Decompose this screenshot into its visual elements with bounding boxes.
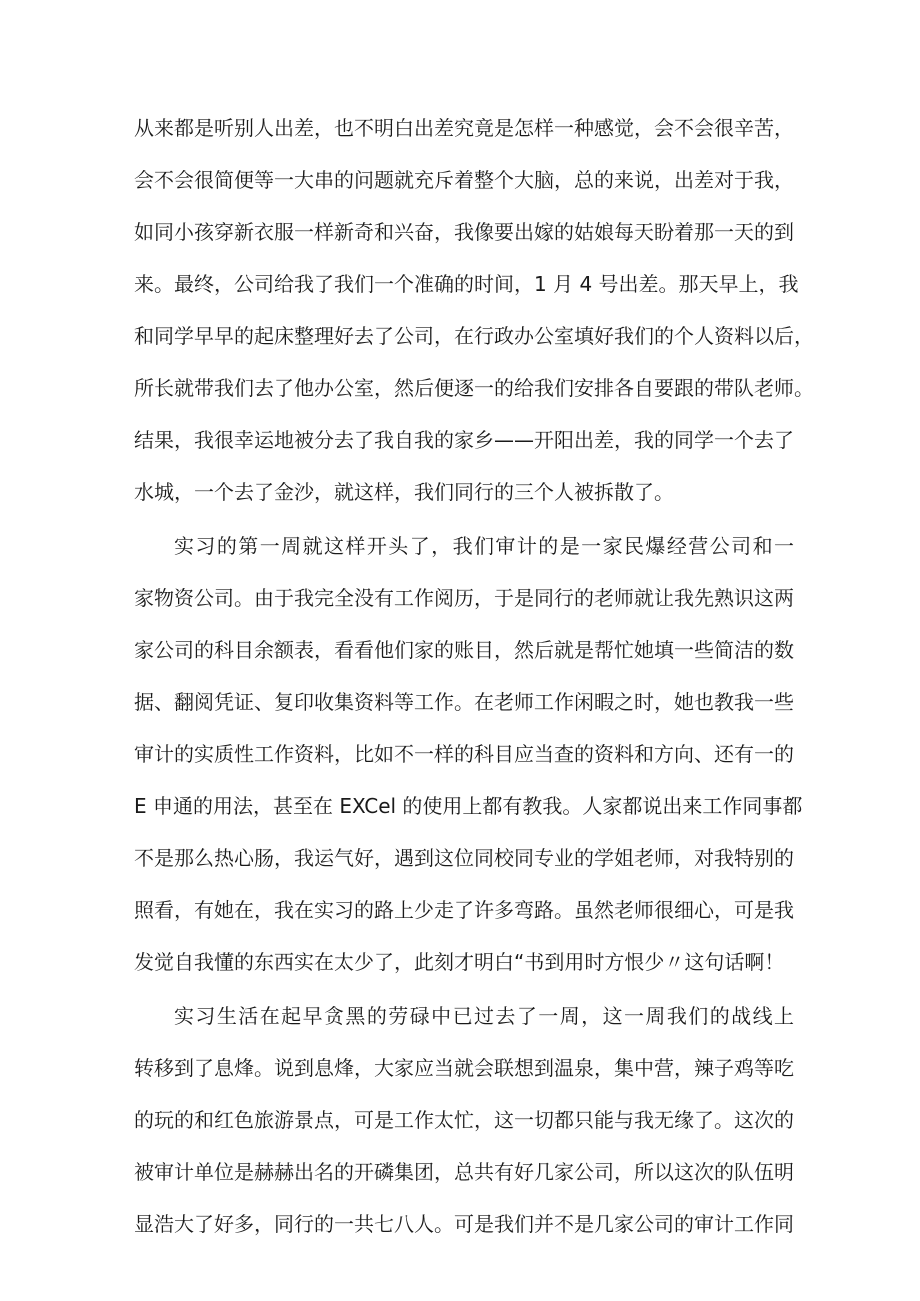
- paragraph-1-line-7: 结果，我很幸运地被分去了我自我的家乡——开阳出差，我的同学一个去了: [134, 428, 794, 452]
- paragraph-1-line-6: 所长就带我们去了他办公室，然后便逐一的给我们安排各自要跟的带队老师。: [134, 376, 814, 400]
- paragraph-1-line-1: 从来都是听别人出差，也不明白出差究竟是怎样一种感觉，会不会很辛苦，: [134, 116, 794, 140]
- paragraph-2-line-2: 家物资公司。由于我完全没有工作阅历，于是同行的老师就让我先熟识这两: [134, 586, 794, 610]
- paragraph-2-line-5: 审计的实质性工作资料，比如不一样的科目应当查的资料和方向、还有一的: [134, 742, 794, 766]
- paragraph-1-line-8: 水城，一个去了金沙，就这样，我们同行的三个人被拆散了。: [134, 480, 674, 504]
- paragraph-2-line-6: E 申通的用法，甚至在 EXCel 的使用上都有教我。人家都说出来工作同事都: [134, 794, 803, 818]
- paragraph-3-line-1: 实习生活在起早贪黑的劳碌中已过去了一周，这一周我们的战线上: [174, 1004, 794, 1028]
- paragraph-3-line-4: 被审计单位是赫赫出名的开磷集团，总共有好几家公司，所以这次的队伍明: [134, 1160, 794, 1184]
- paragraph-3-line-5: 显浩大了好多，同行的一共七八人。可是我们并不是几家公司的审计工作同: [134, 1212, 794, 1236]
- paragraph-1-line-3: 如同小孩穿新衣服一样新奇和兴奋，我像要出嫁的姑娘每天盼着那一天的到: [134, 220, 794, 244]
- paragraph-1-line-4: 来。最终，公司给我了我们一个准确的时间，1 月 4 号出差。那天早上，我: [134, 272, 799, 296]
- paragraph-2-line-9: 发觉自我懂的东西实在太少了，此刻才明白“书到用时方恨少〃这句话啊！: [134, 950, 785, 974]
- paragraph-2-line-4: 据、翻阅凭证、复印收集资料等工作。在老师工作闲暇之时，她也教我一些: [134, 690, 794, 714]
- paragraph-3-line-3: 的玩的和红色旅游景点，可是工作太忙，这一切都只能与我无缘了。这次的: [134, 1108, 794, 1132]
- paragraph-2-line-7: 不是那么热心肠，我运气好，遇到这位同校同专业的学姐老师，对我特别的: [134, 846, 794, 870]
- paragraph-1-line-2: 会不会很简便等一大串的问题就充斥着整个大脑，总的来说，出差对于我，: [134, 168, 794, 192]
- paragraph-1-line-5: 和同学早早的起床整理好去了公司，在行政办公室填好我们的个人资料以后，: [134, 324, 814, 348]
- paragraph-2-line-3: 家公司的科目余额表，看看他们家的账目，然后就是帮忙她填一些简洁的数: [134, 638, 794, 662]
- paragraph-3-line-2: 转移到了息烽。说到息烽，大家应当就会联想到温泉，集中营，辣子鸡等吃: [134, 1056, 794, 1080]
- paragraph-2-line-1: 实习的第一周就这样开头了，我们审计的是一家民爆经营公司和一: [174, 534, 794, 558]
- paragraph-2-line-8: 照看，有她在，我在实习的路上少走了许多弯路。虽然老师很细心，可是我: [134, 898, 794, 922]
